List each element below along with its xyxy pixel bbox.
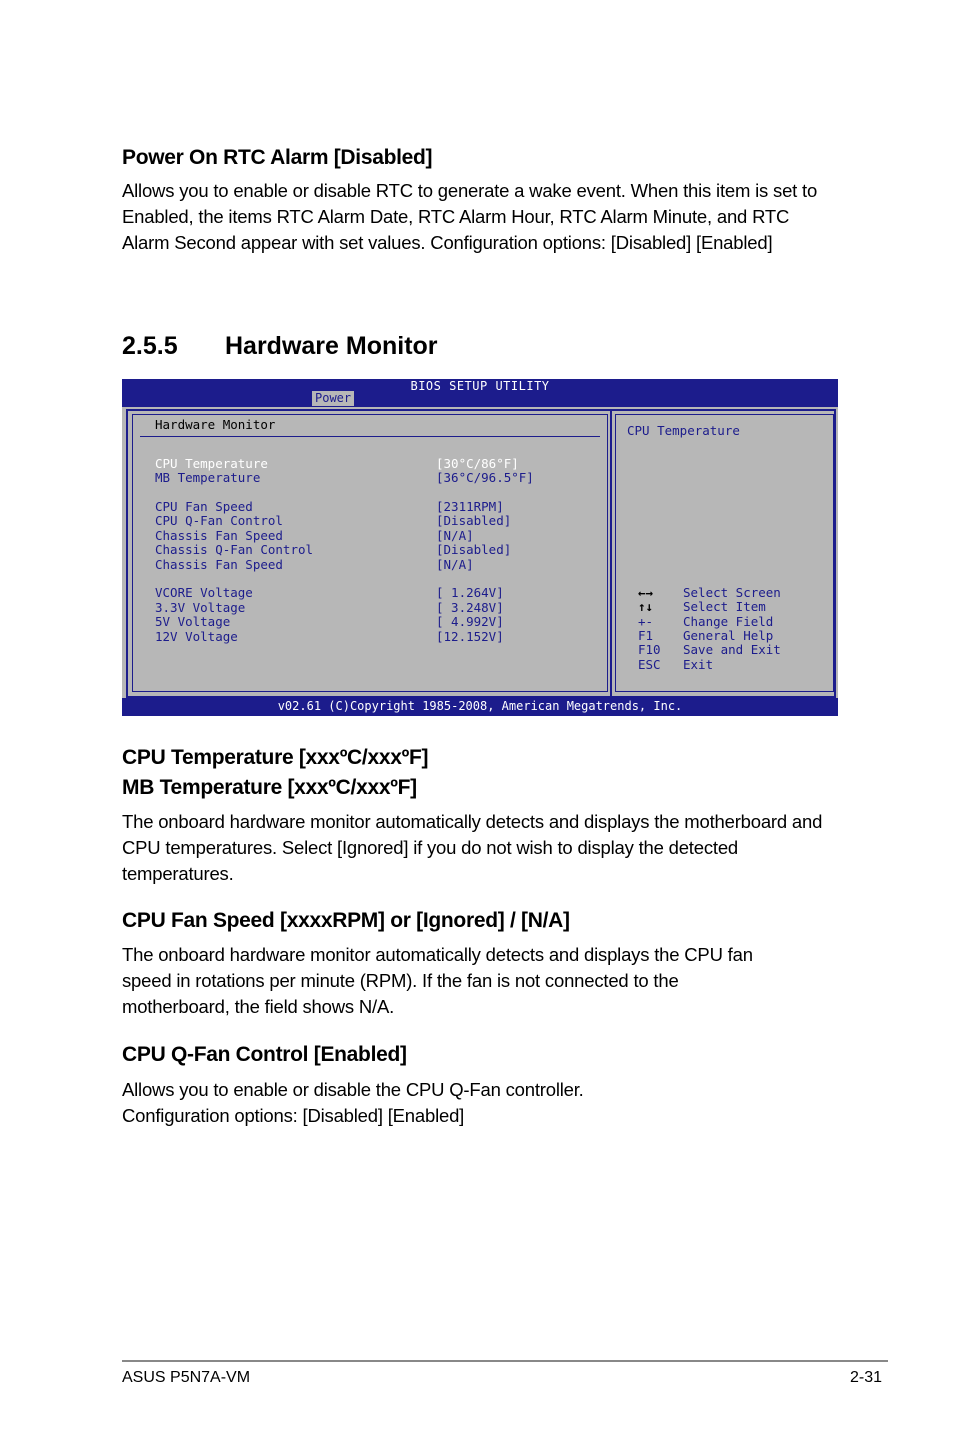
temp-heading-mb: MB Temperature [xxxºC/xxxºF] bbox=[122, 776, 417, 799]
bios-item-chassis-qfan-control[interactable]: Chassis Q-Fan Control bbox=[155, 542, 314, 557]
temp-body: The onboard hardware monitor automatically detects and displays the motherboard and CPU temperatures. Select [Ignored] if you do not wish to display the detected temperatures. bbox=[122, 811, 823, 884]
key-help-exit: Exit bbox=[683, 657, 714, 672]
key-plus-minus: +- bbox=[638, 614, 654, 629]
bios-value-5v-voltage: [ 4.992V] bbox=[436, 614, 504, 629]
bios-item-chassis-fan-speed-2[interactable]: Chassis Fan Speed bbox=[155, 557, 283, 572]
qfan-heading: CPU Q-Fan Control [Enabled] bbox=[122, 1043, 407, 1066]
key-help-general-help: General Help bbox=[683, 628, 774, 643]
key-esc: ESC bbox=[638, 657, 661, 672]
bios-panel-title: Hardware Monitor bbox=[155, 417, 276, 432]
bios-panel-title-underline bbox=[140, 436, 600, 437]
bios-value-mb-temperature: [36°C/96.5°F] bbox=[436, 470, 534, 485]
rtc-body: Allows you to enable or disable RTC to generate a wake event. When this item is set to Enabled, the items RTC Alarm Date, RTC Alarm Hour, RTC Alarm Minute, and RTC Alarm Second appear with set values. Configuration options: [Disabled] [Enabled] bbox=[122, 180, 818, 253]
rtc-heading: Power On RTC Alarm [Disabled] bbox=[122, 146, 433, 169]
bios-value-cpu-fan-speed: [2311RPM] bbox=[436, 499, 504, 514]
arrows-left-right-icon: ←→ bbox=[638, 585, 654, 600]
qfan-body-line2: Configuration options: [Disabled] [Enabled] bbox=[122, 1105, 465, 1126]
bios-item-3v3-voltage[interactable]: 3.3V Voltage bbox=[155, 600, 246, 615]
page-number: 2-31 bbox=[850, 1369, 883, 1386]
bios-screen bbox=[122, 379, 838, 716]
bios-item-chassis-fan-speed[interactable]: Chassis Fan Speed bbox=[155, 528, 283, 543]
bios-value-cpu-temperature: [30°C/86°F] bbox=[436, 456, 519, 471]
key-f1: F1 bbox=[638, 628, 654, 643]
arrows-up-down-icon: ↑↓ bbox=[638, 599, 654, 614]
footer-rule bbox=[122, 1360, 888, 1362]
bios-title: BIOS SETUP UTILITY bbox=[410, 379, 550, 393]
bios-item-cpu-temperature[interactable]: CPU Temperature bbox=[155, 456, 268, 471]
bios-value-12v-voltage: [12.152V] bbox=[436, 629, 504, 644]
bios-item-mb-temperature[interactable]: MB Temperature bbox=[155, 470, 261, 485]
bios-value-chassis-fan-speed-2: [N/A] bbox=[436, 557, 474, 572]
bios-value-vcore-voltage: [ 1.264V] bbox=[436, 585, 504, 600]
fan-heading: CPU Fan Speed [xxxxRPM] or [Ignored] / [N/A] bbox=[122, 909, 570, 932]
footer-model: ASUS P5N7A-VM bbox=[122, 1369, 251, 1386]
bios-value-chassis-fan-speed: [N/A] bbox=[436, 528, 474, 543]
bios-item-cpu-qfan-control[interactable]: CPU Q-Fan Control bbox=[155, 513, 283, 528]
section-number: 2.5.5 bbox=[122, 332, 178, 360]
bios-item-5v-voltage[interactable]: 5V Voltage bbox=[155, 614, 231, 629]
qfan-body-line1: Allows you to enable or disable the CPU Q-Fan controller. bbox=[122, 1079, 584, 1100]
bios-divider bbox=[610, 409, 612, 696]
bios-help-title: CPU Temperature bbox=[627, 423, 740, 438]
temp-heading-cpu: CPU Temperature [xxxºC/xxxºF] bbox=[122, 746, 429, 769]
bios-value-cpu-qfan-control: [Disabled] bbox=[436, 513, 512, 528]
bios-item-vcore-voltage[interactable]: VCORE Voltage bbox=[155, 585, 253, 600]
bios-item-12v-voltage[interactable]: 12V Voltage bbox=[155, 629, 238, 644]
section-title: Hardware Monitor bbox=[225, 332, 438, 360]
key-help-save-exit: Save and Exit bbox=[683, 642, 781, 657]
key-f10: F10 bbox=[638, 642, 661, 657]
bios-value-3v3-voltage: [ 3.248V] bbox=[436, 600, 504, 615]
tab-power[interactable]: Power bbox=[312, 391, 354, 406]
fan-body: The onboard hardware monitor automatically detects and displays the CPU fan speed in rotations per minute (RPM). If the fan is not connected to the motherboard, the field shows N/A. bbox=[122, 944, 753, 1017]
bios-value-chassis-qfan-control: [Disabled] bbox=[436, 542, 512, 557]
key-help-select-item: Select Item bbox=[683, 599, 766, 614]
bios-copyright: v02.61 (C)Copyright 1985-2008, American Megatrends, Inc. bbox=[277, 699, 683, 713]
bios-item-cpu-fan-speed[interactable]: CPU Fan Speed bbox=[155, 499, 253, 514]
key-help-select-screen: Select Screen bbox=[683, 585, 781, 600]
key-help-change-field: Change Field bbox=[683, 614, 774, 629]
